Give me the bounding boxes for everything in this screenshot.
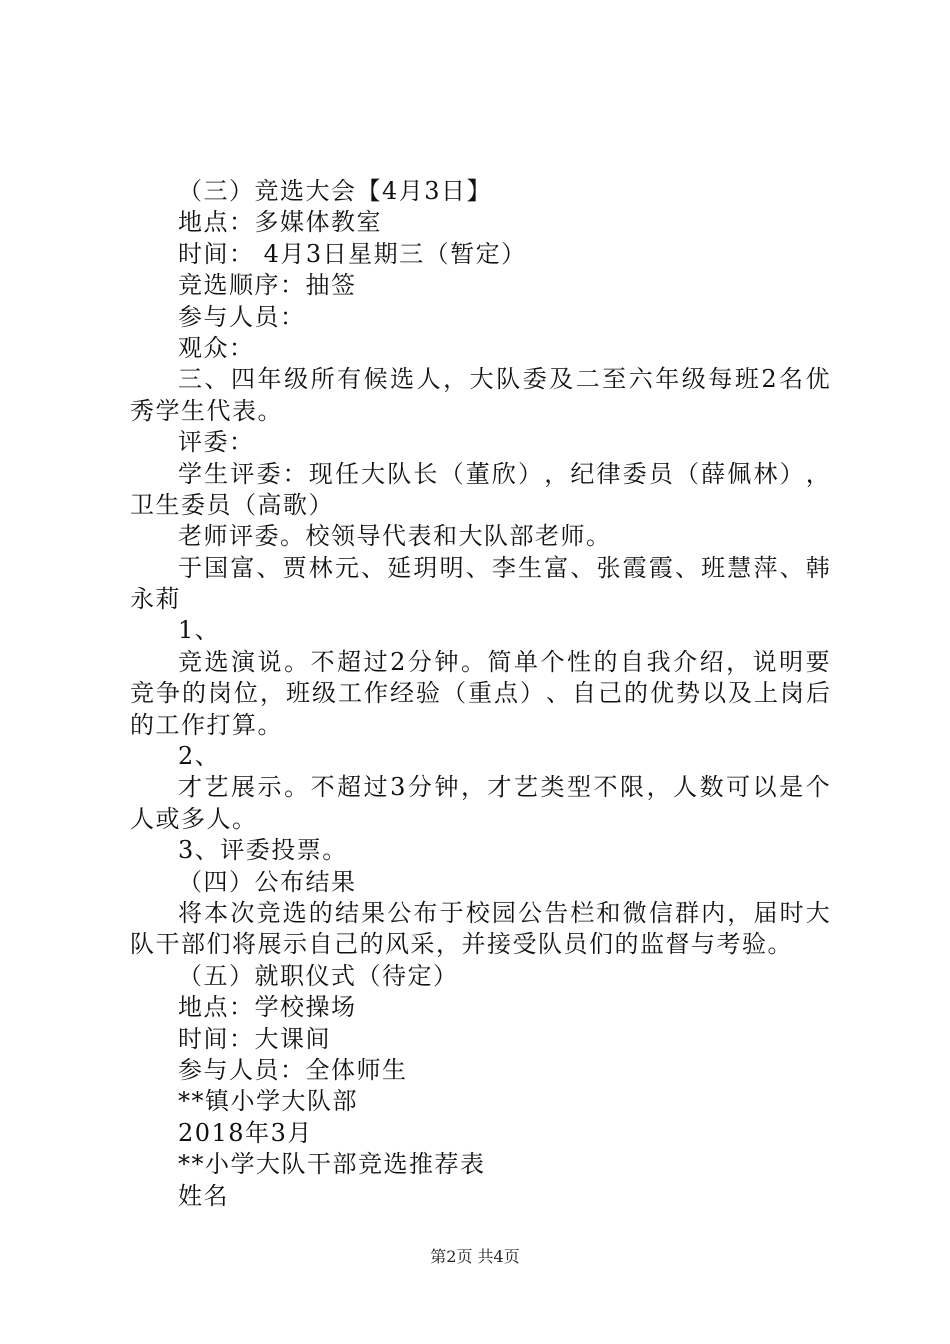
text-line: （五）就职仪式（待定） bbox=[178, 961, 459, 990]
text-line: 地点：学校操场 bbox=[178, 993, 357, 1022]
text-line: 竞 选 演 说 。 不 超 过 2 分 钟 。 简 单 个 性 的 自 我 介 绍 ， 说 明 要 bbox=[178, 647, 830, 676]
text-line: 地点：多媒体教室 bbox=[178, 208, 382, 237]
text-line: 才 艺 展 示 。 不 超 过 3 分 钟 ， 才 艺 类 型 不 限 ， 人 数 可 以 是 个 bbox=[178, 773, 830, 802]
text-line: （四）公布结果 bbox=[178, 867, 357, 896]
text-line: 将 本 次 竞 选 的 结 果 公 布 于 校 园 公 告 栏 和 微 信 群 内 ， 届 时 大 bbox=[178, 898, 830, 927]
text-line: 观众： bbox=[178, 333, 255, 362]
text-line: 队干部们将展示自己的风采，并接受队员们的监督与考验。 bbox=[130, 930, 793, 959]
text-line: 1、 bbox=[178, 616, 221, 645]
text-line: 卫生委员（高歌） bbox=[130, 490, 334, 519]
text-line: 人或多人。 bbox=[130, 804, 258, 833]
text-line: 学 生 评 委 ： 现 任 大 队 长 （ 董 欣 ） ， 纪 律 委 员 （ 薛 佩 林 ） ， bbox=[178, 459, 830, 488]
text-line: 评委： bbox=[178, 428, 255, 457]
text-line: 参与人员： bbox=[178, 302, 306, 331]
text-line: 的工作打算。 bbox=[130, 710, 283, 739]
text-line: 竞 争 的 岗 位 ， 班 级 工 作 经 验 （ 重 点 ） 、 自 己 的 优 势 以 及 上 岗 后 bbox=[130, 679, 830, 708]
text-line: 3、评委投票。 bbox=[178, 836, 348, 865]
text-line: 于 国 富 、 贾 林 元 、 延 玥 明 、 李 生 富 、 张 霞 霞 、 班 慧 萍 、 韩 bbox=[178, 553, 830, 582]
document-body bbox=[130, 176, 830, 1212]
text-line: 老师评委。校领导代表和大队部老师。 bbox=[178, 522, 612, 551]
text-line: 竞选顺序：抽签 bbox=[178, 271, 357, 300]
text-line: **小学大队干部竞选推荐表 bbox=[178, 1150, 486, 1179]
text-line: 永莉 bbox=[130, 585, 181, 614]
text-line: **镇小学大队部 bbox=[178, 1087, 358, 1116]
text-line: 时间： 4月3日星期三（暂定） bbox=[178, 239, 527, 268]
text-line: 秀学生代表。 bbox=[130, 396, 283, 425]
text-line: 时间：大课间 bbox=[178, 1024, 331, 1053]
text-line: 2、 bbox=[178, 742, 221, 771]
text-line: （三）竞选大会【4月3日】 bbox=[178, 177, 493, 205]
text-line: 三 、 四 年 级 所 有 候 选 人 ， 大 队 委 及 二 至 六 年 级 每 班 2 名 优 bbox=[178, 365, 830, 394]
text-line: 参与人员：全体师生 bbox=[178, 1055, 408, 1084]
text-line: 2018年3月 bbox=[178, 1118, 313, 1147]
text-line: 姓名 bbox=[178, 1181, 229, 1210]
page-footer: 第2页 共4页 bbox=[430, 1247, 520, 1266]
